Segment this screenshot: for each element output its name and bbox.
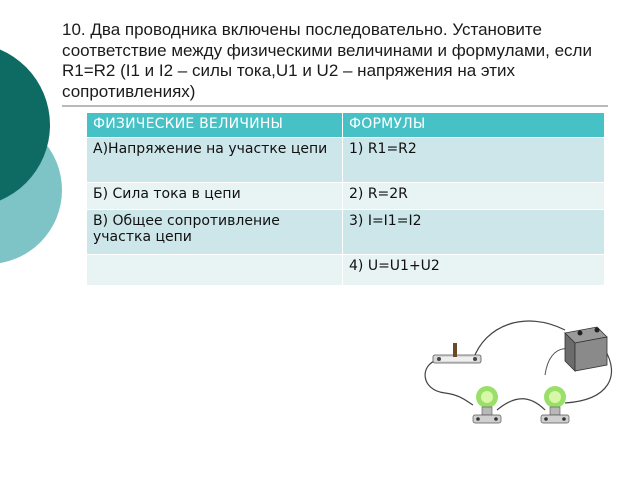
matching-table — [86, 112, 605, 286]
battery-icon — [565, 327, 607, 371]
formula-cell: 1) R1=R2 — [343, 138, 605, 183]
wire — [497, 399, 545, 410]
table-row — [87, 138, 605, 183]
quantity-cell — [87, 255, 343, 286]
quantity-cell: В) Общее сопротивление участка цепи — [87, 210, 343, 255]
quantity-cell: Б) Сила тока в цепи — [87, 183, 343, 210]
header-formulas: ФОРМУЛЫ — [343, 113, 605, 138]
table-row — [87, 183, 605, 210]
formula-cell: 4) U=U1+U2 — [343, 255, 605, 286]
quantity-cell: А)Напряжение на участке цепи — [87, 138, 343, 183]
table-row — [87, 255, 605, 286]
table-row — [87, 210, 605, 255]
formula-cell: 2) R=2R — [343, 183, 605, 210]
header-quantities: ФИЗИЧЕСКИЕ ВЕЛИЧИНЫ — [87, 113, 343, 138]
wire — [425, 360, 473, 405]
divider — [62, 105, 608, 107]
table-header-row — [87, 113, 605, 138]
wire — [473, 321, 565, 360]
switch-icon — [433, 343, 481, 363]
question-text: 10. Два проводника включены последовательно. Установите соответствие между физическими величинами и формулами, если R1=R2 (I1 и I2 – силы тока,U1 и U2 – напряжения на этих сопротивлениях) — [62, 20, 592, 101]
formula-cell: 3) I=I1=I2 — [343, 210, 605, 255]
lamp-icon — [541, 386, 569, 423]
lamp-icon — [473, 386, 501, 423]
circuit-illustration — [415, 305, 625, 435]
